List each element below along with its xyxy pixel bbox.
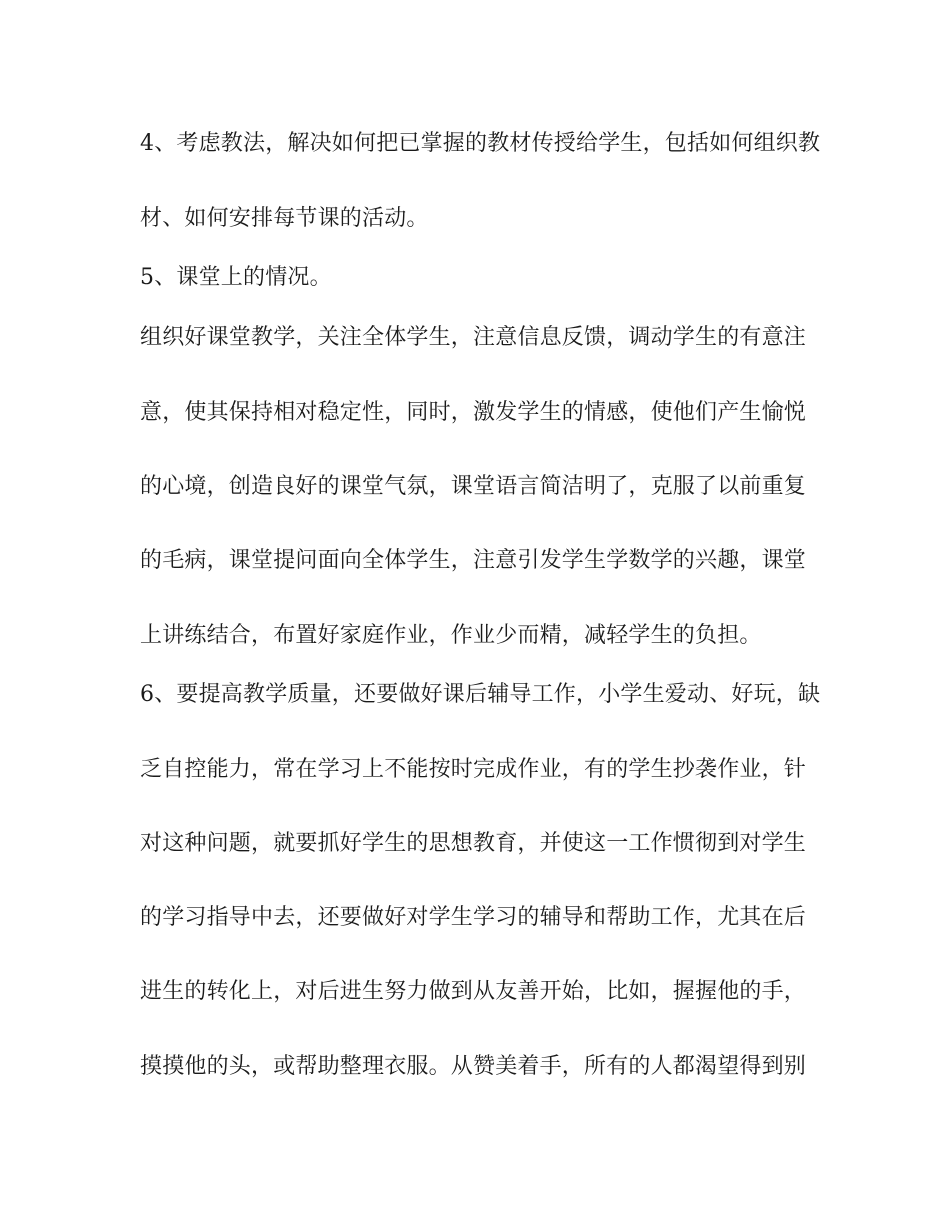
text-line: 的心境，创造良好的课堂气氛，课堂语言简洁明了，克服了以前重复 bbox=[140, 474, 807, 499]
text-line: 乏自控能力，常在学习上不能按时完成作业，有的学生抄袭作业，针 bbox=[140, 757, 807, 782]
text-line: 摸摸他的头，或帮助整理衣服。从赞美着手，所有的人都渴望得到别 bbox=[140, 1054, 807, 1079]
text-line: 材、如何安排每节课的活动。 bbox=[140, 206, 429, 231]
text-line: 意，使其保持相对稳定性，同时，激发学生的情感，使他们产生愉悦 bbox=[140, 400, 807, 425]
text-line: 的学习指导中去，还要做好对学生学习的辅导和帮助工作，尤其在后 bbox=[140, 905, 807, 930]
text-line: 组织好课堂教学，关注全体学生，注意信息反馈，调动学生的有意注 bbox=[140, 325, 807, 350]
text-line: 进生的转化上，对后进生努力做到从友善开始，比如，握握他的手， bbox=[140, 979, 807, 1004]
text-line: 6、要提高教学质量，还要做好课后辅导工作，小学生爱动、好玩，缺 bbox=[140, 682, 821, 707]
text-line: 对这种问题，就要抓好学生的思想教育，并使这一工作惯彻到对学生 bbox=[140, 831, 807, 856]
text-line: 4、考虑教法，解决如何把已掌握的教材传授给学生，包括如何组织教 bbox=[140, 131, 821, 156]
text-line: 的毛病，课堂提问面向全体学生，注意引发学生学数学的兴趣，课堂 bbox=[140, 548, 807, 573]
text-line: 上讲练结合，布置好家庭作业，作业少而精，减轻学生的负担。 bbox=[140, 623, 762, 648]
text-line: 5、课堂上的情况。 bbox=[140, 265, 332, 290]
